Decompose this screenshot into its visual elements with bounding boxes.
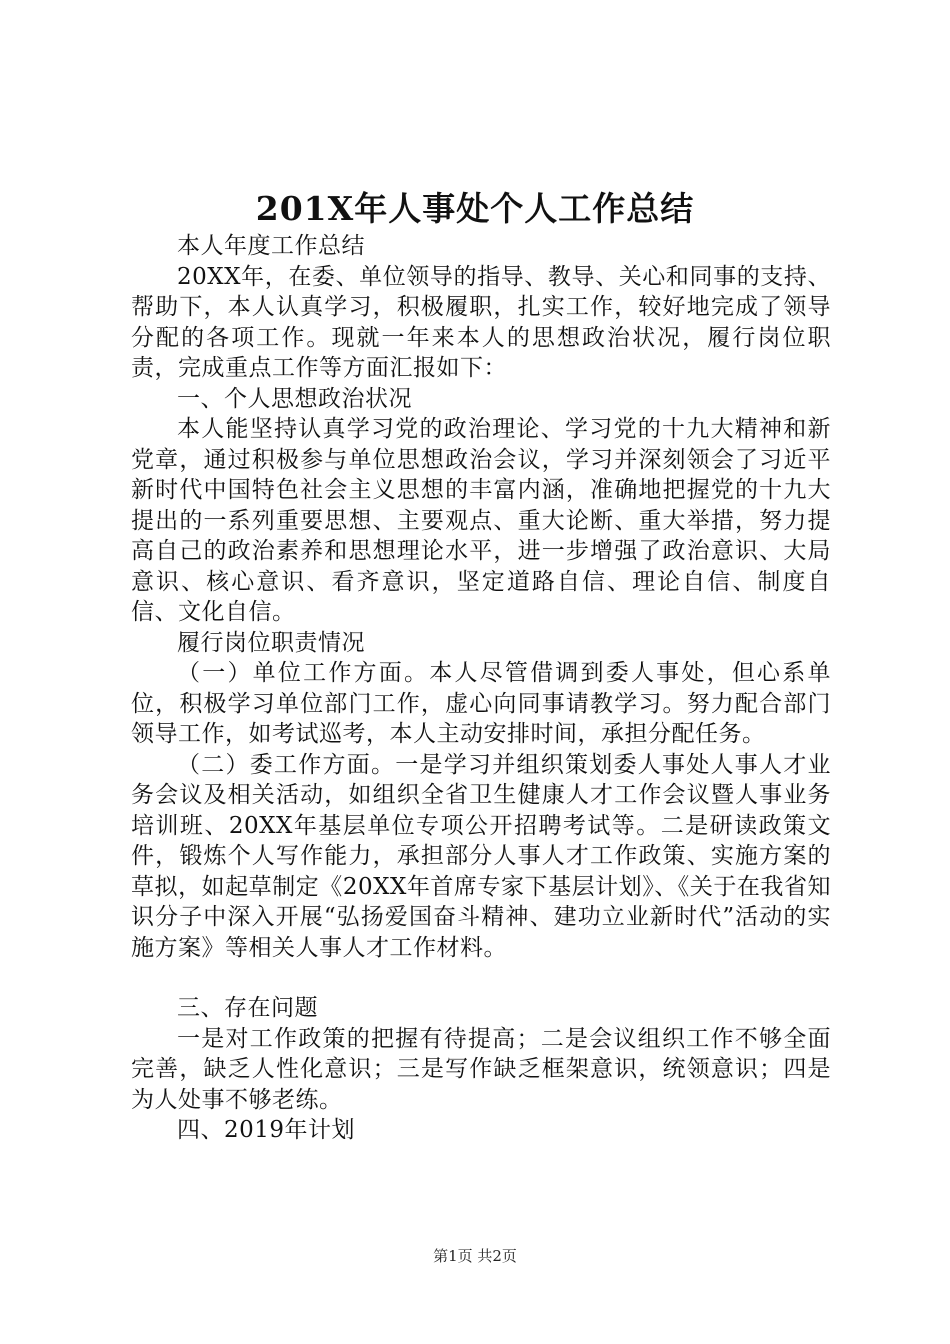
paragraph-unit-work: （一）单位工作方面。本人尽管借调到委人事处，但心系单位，积极学习单位部门工作，虚心向同事请教学习。努力配合部门领导工作，如考试巡考，本人主动安排时间，承担分配任务。 xyxy=(131,660,831,747)
page-footer: 第1页 共2页 xyxy=(433,1247,517,1265)
paragraph-intro-heading: 本人年度工作总结 xyxy=(177,233,365,259)
paragraph-committee-work: （二）委工作方面。一是学习并组织策划委人事处人事人才业务会议及相关活动，如组织全省卫生健康人才工作会议暨人事业务培训班、20XX年基层单位专项公开招聘考试等。二是研读政策文件，锻炼个人写作能力，承担部分人事人才工作政策、实施方案的草拟，如起草制定《20XX年首席专家下基层计划》、《关于在我省知识分子中深入开展“弘扬爱国奋斗精神、建功立业新时代”活动的实施方案》等相关人事人才工作材料。 xyxy=(131,751,831,961)
document-title: 201X年人事处个人工作总结 xyxy=(255,189,695,228)
section-heading-problems: 三、存在问题 xyxy=(177,995,318,1021)
paragraph-ideology: 本人能坚持认真学习党的政治理论、学习党的十九大精神和新党章，通过积极参与单位思想政治会议，学习并深刻领会了习近平新时代中国特色社会主义思想的丰富内涵，准确地把握党的十九大提出的一系列重要思想、主要观点、重大论断、重大举措，努力提高自己的政治素养和思想理论水平，进一步增强了政治意识、大局意识、核心意识、看齐意识，坚定道路自信、理论自信、制度自信、文化自信。 xyxy=(131,416,831,625)
section-heading-plan: 四、2019年计划 xyxy=(177,1117,356,1143)
document-body xyxy=(131,231,831,1146)
section-heading-duties: 履行岗位职责情况 xyxy=(177,629,365,656)
section-heading-ideology: 一、个人思想政治状况 xyxy=(177,385,412,412)
paragraph-problems: 一是对工作政策的把握有待提高；二是会议组织工作不够全面完善，缺乏人性化意识；三是写作缺乏框架意识，统领意识；四是为人处事不够老练。 xyxy=(131,1025,831,1113)
paragraph-intro: 20XX年，在委、单位领导的指导、教导、关心和同事的支持、帮助下，本人认真学习，积极履职，扎实工作，较好地完成了领导分配的各项工作。现就一年来本人的思想政治状况，履行岗位职责，完成重点工作等方面汇报如下： xyxy=(131,263,831,381)
